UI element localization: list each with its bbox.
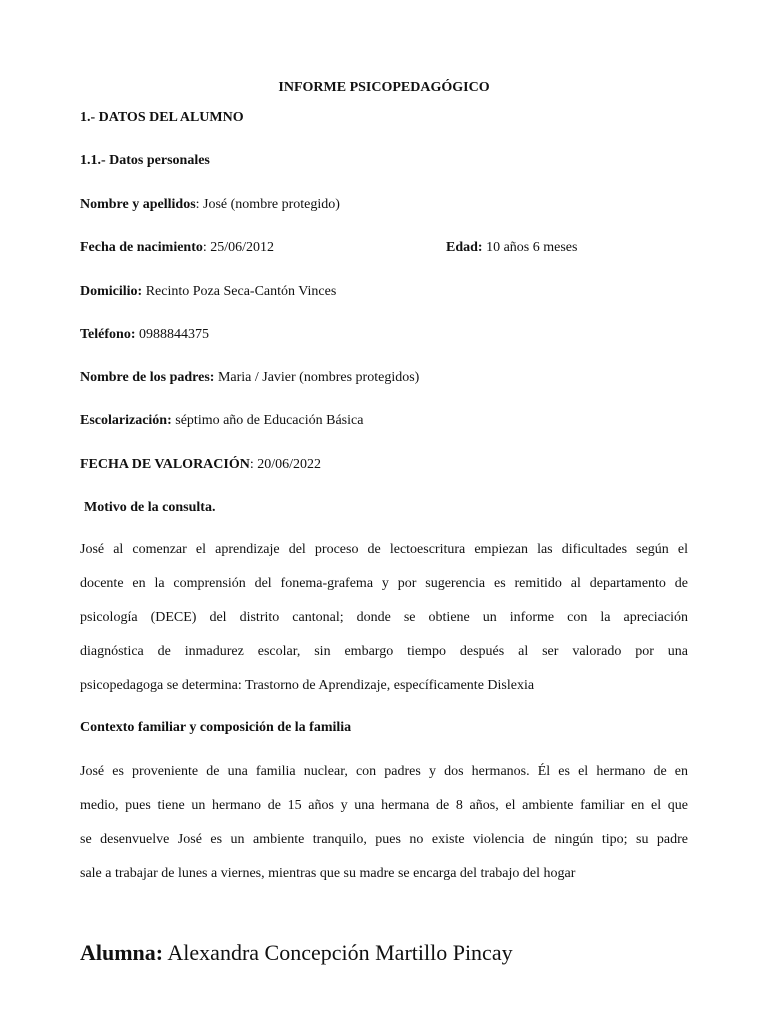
field-age-value: 10 años 6 meses [482, 240, 578, 255]
field-schooling-value: séptimo año de Educación Básica [171, 413, 364, 428]
field-age [446, 240, 577, 256]
student-signature-line [80, 940, 513, 966]
field-schooling-label: Escolarización: [80, 413, 172, 428]
field-name-value: : José (nombre protegido) [195, 197, 340, 212]
document-title: INFORME PSICOPEDAGÓGICO [278, 80, 490, 95]
field-parents-value: Maria / Javier (nombres protegidos) [214, 370, 420, 385]
field-birthdate-value: : 25/06/2012 [202, 240, 275, 255]
reason-line: diagnóstica de inmadurez escolar, sin embargo tiempo después al ser valorado por una [80, 644, 688, 659]
family-line: sale a trabajar de lunes a viernes, mientras que su madre se encarga del trabajo del hogar [80, 866, 576, 881]
student-name: Alexandra Concepción Martillo Pincay [163, 940, 513, 965]
reason-line: psicopedagoga se determina: Trastorno de Aprendizaje, específicamente Dislexia [80, 678, 535, 693]
subsection-heading-datos-personales: 1.1.- Datos personales [80, 153, 210, 168]
field-phone-label: Teléfono: [80, 327, 136, 342]
field-schooling [80, 413, 363, 429]
family-paragraph [80, 755, 688, 891]
family-line: medio, pues tiene un hermano de 15 años y una hermana de 8 años, el ambiente familiar en el que [80, 798, 688, 813]
student-label: Alumna: [80, 940, 164, 965]
field-assessment-date-value: : 20/06/2022 [249, 457, 322, 472]
field-age-label: Edad: [446, 240, 483, 255]
reason-paragraph [80, 533, 688, 703]
field-address-value: Recinto Poza Seca-Cantón Vinces [142, 284, 337, 299]
field-parents-label: Nombre de los padres: [80, 370, 215, 385]
reason-line: José al comenzar el aprendizaje del proceso de lectoescritura empiezan las dificultades según el [80, 542, 688, 557]
reason-heading: Motivo de la consulta. [84, 500, 216, 515]
field-phone-value: 0988844375 [135, 327, 209, 342]
field-assessment-date [80, 457, 321, 473]
reason-line: docente en la comprensión del fonema-grafema y por sugerencia es remitido al departamento de [80, 576, 688, 591]
field-assessment-date-label: FECHA DE VALORACIÓN [80, 457, 250, 472]
field-address [80, 284, 336, 300]
section-heading-datos-alumno: 1.- DATOS DEL ALUMNO [80, 110, 244, 125]
field-name [80, 197, 340, 213]
family-line: se desenvuelve José es un ambiente tranquilo, pues no existe violencia de ningún tipo; su padre [80, 832, 688, 847]
field-address-label: Domicilio: [80, 284, 143, 299]
field-parents [80, 370, 419, 386]
field-phone [80, 327, 209, 343]
field-birthdate-label: Fecha de nacimiento [80, 240, 203, 255]
reason-line: psicología (DECE) del distrito cantonal; donde se obtiene un informe con la apreciación [80, 610, 688, 625]
field-name-label: Nombre y apellidos [80, 197, 196, 212]
family-heading: Contexto familiar y composición de la familia [80, 720, 352, 735]
field-birthdate [80, 240, 274, 256]
family-line: José es proveniente de una familia nuclear, con padres y dos hermanos. Él es el hermano de en [80, 764, 688, 779]
